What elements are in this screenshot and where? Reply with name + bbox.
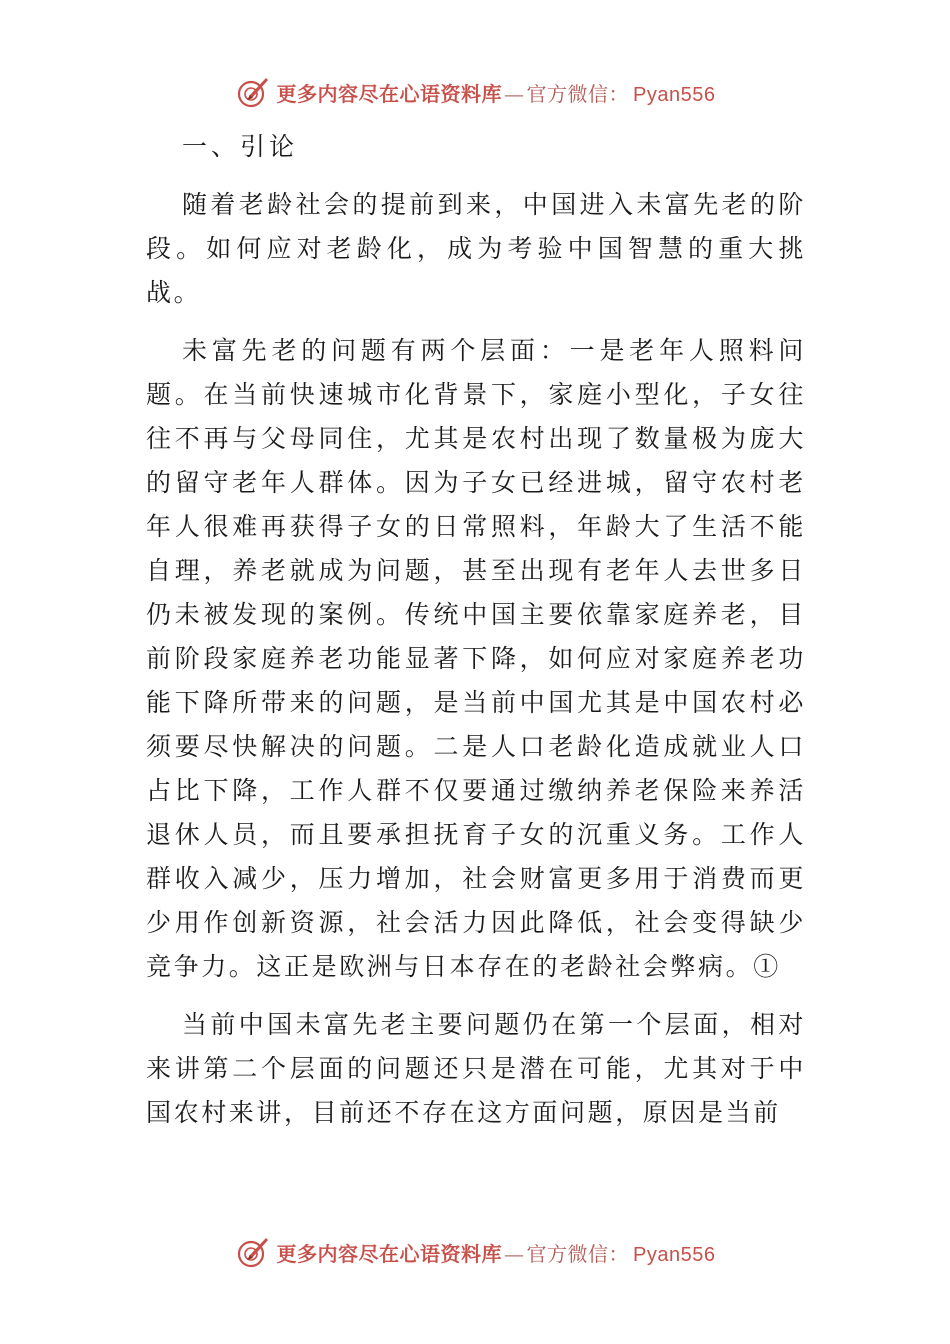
banner-wechat-id: Pyan556 xyxy=(633,83,716,106)
paragraph-2: 未富先老的问题有两个层面：一是老年人照料问题。在当前快速城市化背景下，家庭小型化，子女往往不再与父母同住，尤其是农村出现了数量极为庞大的留守老年人群体。因为子女已经进城，留守农村老年人很难再获得子女的日常照料，年龄大了生活不能自理，养老就成为问题，甚至出现有老年人去世多日仍未被发现的案例。传统中国主要依靠家庭养老，目前阶段家庭养老功能显著下降，如何应对家庭养老功能下降所带来的问题，是当前中国尤其是中国农村必须要尽快解决的问题。二是人口老龄化造成就业人口占比下降，工作人群不仅要通过缴纳养老保险来养活退休人员，而且要承担抚育子女的沉重义务。工作人群收入减少，压力增加，社会财富更多用于消费而更少用作创新资源，社会活力因此降低，社会变得缺少竞争力。这正是欧洲与日本存在的老龄社会弊病。① xyxy=(146,336,806,981)
banner-wechat-label: 官方微信： xyxy=(526,81,630,106)
banner-dash: — xyxy=(504,81,525,106)
quill-logo-icon xyxy=(235,74,271,110)
banner-text xyxy=(277,1238,716,1267)
banner-wechat-id: Pyan556 xyxy=(633,1243,716,1266)
quill-logo-icon xyxy=(235,1234,271,1270)
section-heading: 一、引论 xyxy=(182,132,299,161)
header-banner xyxy=(0,70,950,114)
banner-slogan: 更多内容尽在心语资料库 xyxy=(276,81,503,106)
banner-text xyxy=(277,78,716,107)
document-body xyxy=(146,125,806,1135)
paragraph-3: 当前中国未富先老主要问题仍在第一个层面，相对来讲第二个层面的问题还只是潜在可能，尤其对于中国农村来讲，目前还不存在这方面问题，原因是当前 xyxy=(146,1010,806,1127)
banner-dash: — xyxy=(504,1241,525,1266)
banner-wechat-label: 官方微信： xyxy=(526,1241,630,1266)
paragraph-1: 随着老龄社会的提前到来，中国进入未富先老的阶段。如何应对老龄化，成为考验中国智慧的重大挑战。 xyxy=(146,190,806,307)
footer-banner xyxy=(0,1230,950,1274)
banner-slogan: 更多内容尽在心语资料库 xyxy=(276,1241,503,1266)
